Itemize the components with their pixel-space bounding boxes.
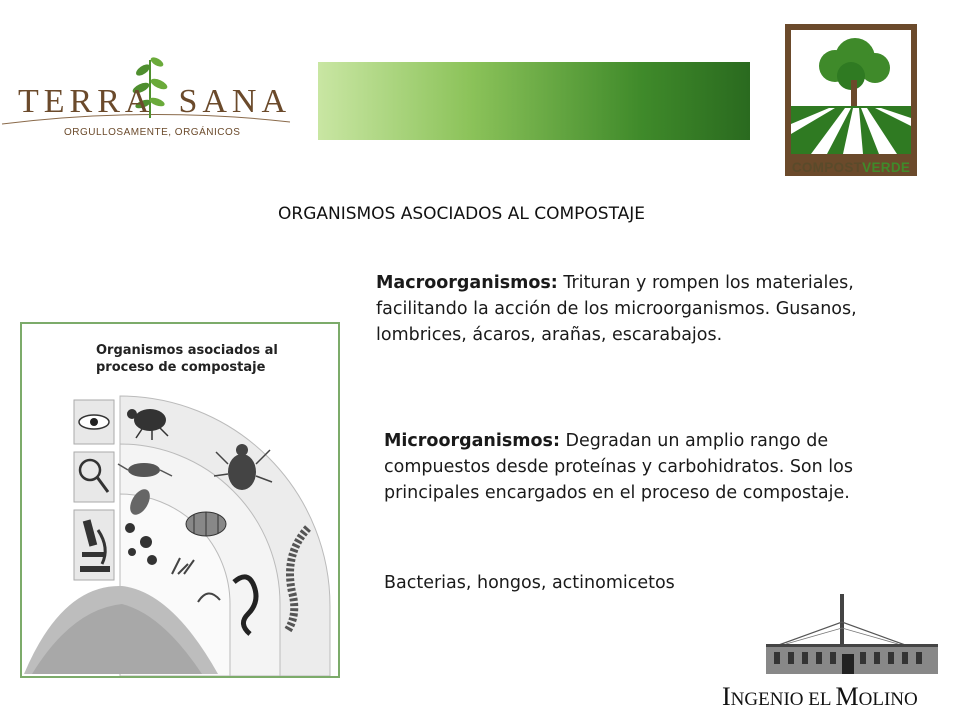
microscope-icon <box>74 510 114 580</box>
micro-examples: Bacterias, hongos, actinomicetos <box>384 573 675 593</box>
macro-text: Trituran y rompen los materiales, facilitando la acción de los microorganismos. Gusanos, lombrices, ácaros, arañas, escarabajos. <box>376 273 857 345</box>
compostverde-logo <box>783 22 919 178</box>
mill-building-icon <box>756 592 946 678</box>
organisms-illustration <box>22 324 338 676</box>
ingenio-rest1: NGENIO EL <box>730 689 836 710</box>
ingenio-rest2: OLINO <box>858 689 918 710</box>
verde-word: VERDE <box>862 160 911 175</box>
organisms-figure <box>20 322 340 678</box>
woodlouse-icon <box>186 512 226 536</box>
figure-title: Organismos asociados al proceso de compostaje <box>96 343 278 375</box>
ingenio-cap-m: M <box>835 682 859 711</box>
ingenio-wordmark <box>722 682 918 712</box>
slide-title: ORGANISMOS ASOCIADOS AL COMPOSTAJE <box>278 204 646 224</box>
header-gradient-bar <box>318 62 750 140</box>
compost-word: COMPOST <box>791 160 863 175</box>
micro-label: Microorganismos: <box>384 431 560 451</box>
eye-icon <box>74 400 114 444</box>
compostverde-wordmark <box>778 160 924 175</box>
terrasana-word-part1: TERRA <box>18 83 155 120</box>
micro-text: Degradan un amplio rango de compuestos desde proteínas y carbohidratos. Son los principales encargados en el proceso de compostaje. <box>384 431 853 503</box>
magnifier-icon <box>74 452 114 502</box>
terrasana-word-part2: SANA <box>178 83 292 120</box>
terrasana-tagline: ORGULLOSAMENTE, ORGÁNICOS <box>64 127 241 138</box>
macro-label: Macroorganismos: <box>376 273 558 293</box>
terrasana-wordmark <box>18 83 291 121</box>
ingenio-building-logo <box>756 592 946 678</box>
ingenio-cap-i: I <box>722 682 731 711</box>
tree-field-icon <box>783 22 919 178</box>
micro-paragraph <box>384 428 894 506</box>
macro-paragraph <box>376 270 916 348</box>
